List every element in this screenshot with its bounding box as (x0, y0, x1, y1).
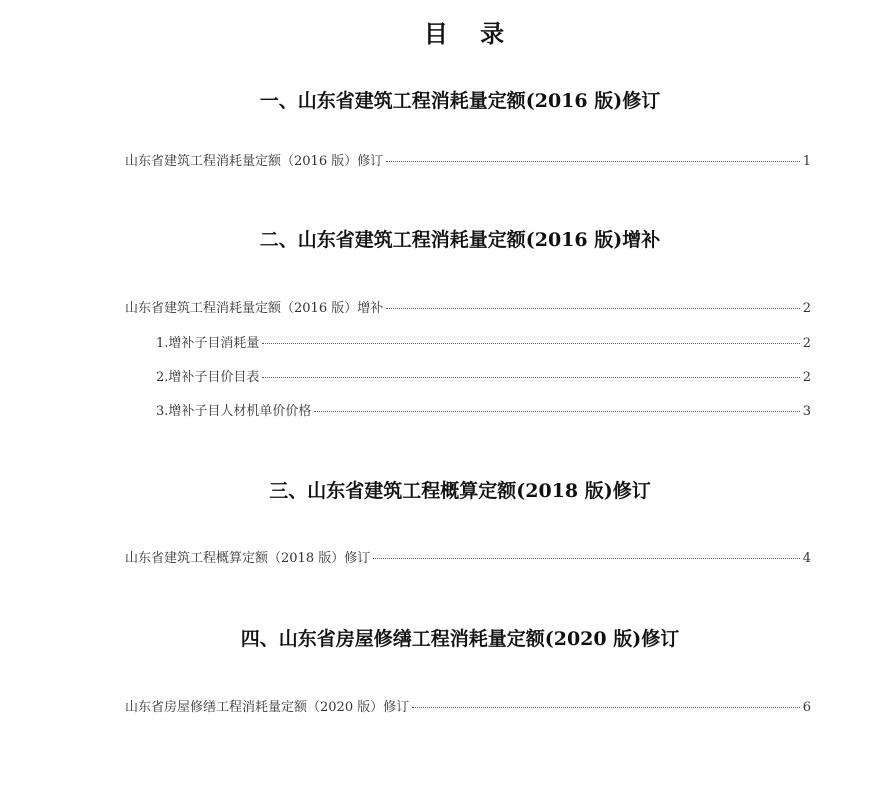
toc-entry-label: 山东省建筑工程消耗量定额（2016 版）修订 (125, 154, 384, 169)
toc-subentry[interactable] (156, 369, 811, 387)
toc-subentry[interactable] (156, 403, 811, 421)
toc-entry-page: 4 (802, 551, 811, 566)
toc-entry-label: 3.增补子目人材机单价价格 (156, 404, 312, 419)
toc-entry-page: 3 (802, 404, 811, 419)
page-title: 目 录 (423, 20, 517, 48)
dot-leader (386, 161, 800, 162)
toc-entry[interactable] (125, 300, 811, 318)
toc-entry-label: 山东省建筑工程消耗量定额（2016 版）增补 (125, 301, 384, 316)
toc-entry-label: 2.增补子目价目表 (156, 370, 260, 385)
dot-leader (262, 343, 799, 344)
toc-entry[interactable] (125, 153, 811, 171)
section-heading-4: 四、山东省房屋修缮工程消耗量定额(2020 版)修订 (240, 628, 680, 650)
section-heading-1: 一、山东省建筑工程消耗量定额(2016 版)修订 (259, 90, 661, 112)
toc-subentry[interactable] (156, 335, 811, 353)
toc-entry-page: 2 (802, 370, 811, 385)
toc-entry-page: 1 (802, 154, 811, 169)
toc-entry[interactable] (125, 550, 811, 568)
toc-entry-page: 2 (802, 336, 811, 351)
dot-leader (373, 558, 800, 559)
dot-leader (412, 707, 800, 708)
toc-entry-label: 1.增补子目消耗量 (156, 336, 260, 351)
section-heading-2: 二、山东省建筑工程消耗量定额(2016 版)增补 (259, 229, 661, 251)
dot-leader (262, 377, 799, 378)
toc-entry-label: 山东省建筑工程概算定额（2018 版）修订 (125, 551, 371, 566)
dot-leader (386, 308, 800, 309)
dot-leader (314, 411, 799, 412)
toc-entry-label: 山东省房屋修缮工程消耗量定额（2020 版）修订 (125, 700, 410, 715)
section-heading-3: 三、山东省建筑工程概算定额(2018 版)修订 (269, 480, 651, 502)
toc-entry[interactable] (125, 699, 811, 717)
toc-entry-page: 6 (802, 700, 811, 715)
toc-entry-page: 2 (802, 301, 811, 316)
